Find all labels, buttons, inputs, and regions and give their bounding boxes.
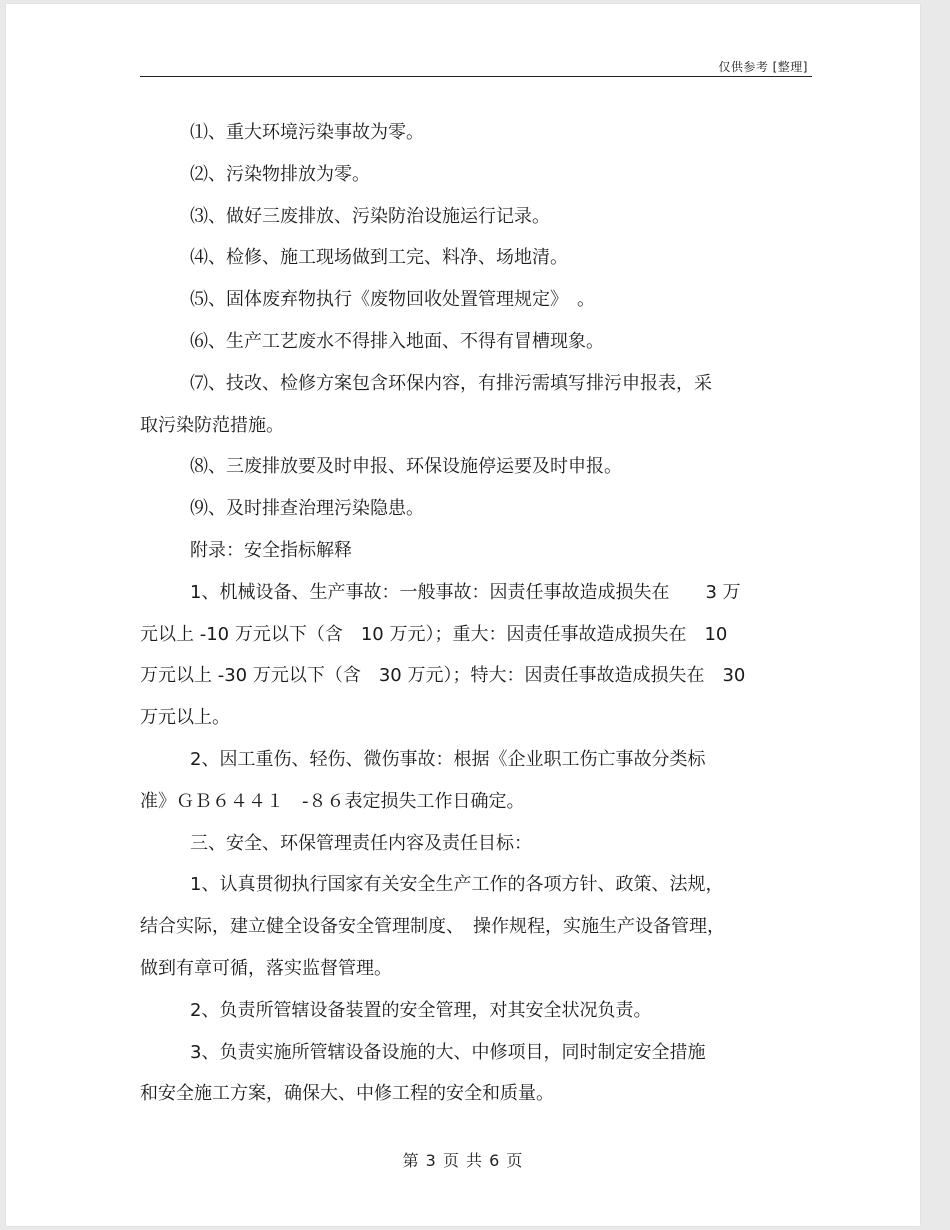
section-3-item-1-line-1: 1、认真贯彻执行国家有关安全生产工作的各项方针、政策、法规， <box>190 874 724 896</box>
section-3-item-1-line-3: 做到有章可循，落实监督管理。 <box>140 957 392 979</box>
appendix-1-line-2: 元以上 -10 万元以下（含 10 万元）；重大：因责任事故造成损失在 10 <box>140 623 728 645</box>
section-3-item-2: 2、负责所管辖设备装置的安全管理，对其安全状况负责。 <box>190 999 652 1021</box>
appendix-1-line-4: 万元以上。 <box>140 707 230 729</box>
appendix-1-line-3: 万元以上 -30 万元以下（含 30 万元）；特大：因责任事故造成损失在 30 <box>140 665 746 687</box>
item-7-line-2: 取污染防范措施。 <box>140 414 284 436</box>
appendix-2-line-1: 2、因工重伤、轻伤、微伤事故：根据《企业职工伤亡事故分类标 <box>190 748 706 770</box>
item-6: ⑹、生产工艺废水不得排入地面、不得有冒槽现象。 <box>190 330 604 352</box>
item-4: ⑷、检修、施工现场做到工完、料净、场地清。 <box>190 247 568 269</box>
item-8: ⑻、三废排放要及时申报、环保设施停运要及时申报。 <box>190 456 622 478</box>
page-header <box>140 52 812 77</box>
section-3-item-3-line-2: 和安全施工方案，确保大、中修工程的安全和质量。 <box>140 1083 554 1105</box>
item-3: ⑶、做好三废排放、污染防治设施运行记录。 <box>190 205 550 227</box>
item-5: ⑸、固体废弃物执行《废物回收处置管理规定》 。 <box>190 289 595 311</box>
section-3-item-1-line-2: 结合实际，建立健全设备安全管理制度、 操作规程，实施生产设备管理， <box>140 916 725 938</box>
section-3-heading: 三、安全、环保管理责任内容及责任目标： <box>190 832 532 854</box>
item-2: ⑵、污染物排放为零。 <box>190 163 370 185</box>
item-1: ⑴、重大环境污染事故为零。 <box>190 122 424 143</box>
document-body <box>140 112 820 1115</box>
document-page <box>6 4 920 1226</box>
appendix-heading: 附录：安全指标解释 <box>190 539 352 561</box>
header-note: 仅供参考 [整理] <box>718 60 808 74</box>
item-7-line-1: ⑺、技改、检修方案包含环保内容，有排污需填写排污申报表，采 <box>190 372 712 394</box>
section-3-item-3-line-1: 3、负责实施所管辖设备设施的大、中修项目，同时制定安全措施 <box>190 1041 706 1063</box>
item-9: ⑼、及时排查治理污染隐患。 <box>190 498 424 520</box>
page-footer: 第 3 页 共 6 页 <box>402 1151 524 1170</box>
appendix-1-line-1: 1、机械设备、生产事故：一般事故：因责任事故造成损失在 3 万 <box>190 581 741 603</box>
appendix-2-line-2: 准》ＧＢ６４４１ -８６表定损失工作日确定。 <box>140 790 525 812</box>
